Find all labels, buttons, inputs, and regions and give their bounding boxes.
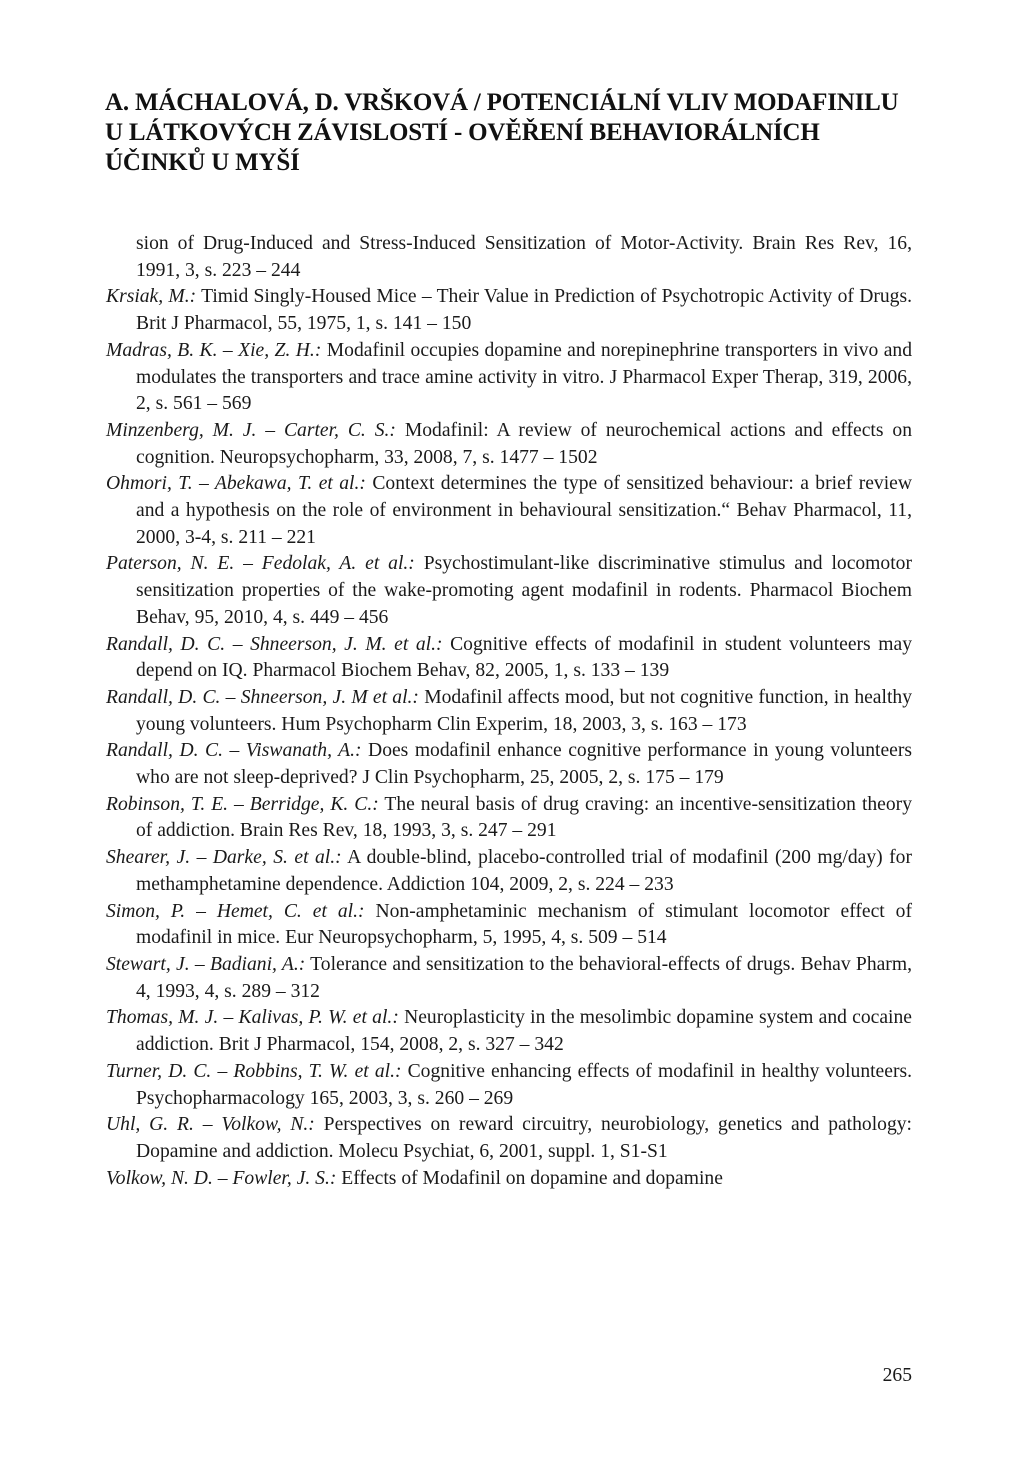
reference-authors: Madras, B. K. – Xie, Z. H.: [106,339,322,361]
reference-text: The neural basis of drug craving: an incentive-sensitization theory of addiction. Brain Res Rev, 18, 1993, 3, s. 247 – 291 [136,793,912,842]
reference-text: Neuroplasticity in the mesolimbic dopamine system and cocaine addiction. Brit J Pharmacol, 154, 2008, 2, s. 327 – 342 [136,1007,912,1056]
reference-authors: Simon, P. – Hemet, C. et al.: [106,900,365,922]
running-head [105,88,925,178]
reference-authors: Volkow, N. D. – Fowler, J. S.: [106,1167,337,1189]
reference-entry [106,792,912,845]
page-number: 265 [882,1365,912,1386]
reference-text: Psychostimulant-like discriminative stimulus and locomotor sensitization properties of the wake-promoting agent modafinil in rodents. Pharmacol Biochem Behav, 95, 2010, 4, s. 449 – 456 [136,553,912,628]
reference-text: sion of Drug-Induced and Stress-Induced Sensitization of Motor-Activity. Brain Res Rev, 16, 1991, 3, s. 223 – 244 [136,233,912,281]
reference-authors: Randall, D. C. – Shneerson, J. M. et al.: [106,633,443,655]
reference-text: Cognitive effects of modafinil in student volunteers may depend on IQ. Pharmacol Biochem Behav, 82, 2005, 1, s. 133 – 139 [136,633,912,682]
reference-text: Perspectives on reward circuitry, neurobiology, genetics and pathology: Dopamine and addiction. Molecu Psychiat, 6, 2001, suppl. 1, S1-S1 [136,1114,913,1162]
reference-entry [106,1005,912,1058]
reference-entry [106,1112,912,1165]
reference-authors: Robinson, T. E. – Berridge, K. C.: [106,793,379,815]
reference-entry [106,1166,912,1193]
reference-text: Effects of Modafinil on dopamine and dopamine [336,1167,723,1189]
running-head-line: ÚČINKŮ U MYŠÍ [105,149,300,176]
running-head-line: U LÁTKOVÝCH ZÁVISLOSTÍ - OVĚŘENÍ BEHAVIORÁLNÍCH [105,119,820,146]
reference-entry [106,952,912,1005]
reference-entry [106,551,912,631]
reference-authors: Randall, D. C. – Shneerson, J. M et al.: [106,686,419,708]
reference-entry [106,1059,912,1112]
reference-list [106,231,912,1192]
reference-authors: Ohmori, T. – Abekawa, T. et al.: [106,473,366,495]
reference-entry [106,471,912,551]
reference-entry [106,632,912,685]
reference-entry [106,284,912,337]
reference-text: Modafinil affects mood, but not cognitive function, in healthy young volunteers. Hum Psychopharm Clin Experim, 18, 2003, 3, s. 163 – 173 [136,686,912,735]
reference-authors: Shearer, J. – Darke, S. et al.: [106,847,342,869]
reference-entry [106,418,912,471]
reference-text: A double-blind, placebo-controlled trial of modafinil (200 mg/day) for methamphetamine dependence. Addiction 104, 2009, 2, s. 224 – 233 [136,847,912,895]
reference-entry [106,685,912,738]
reference-authors: Krsiak, M.: [106,286,197,308]
reference-text: Context determines the type of sensitized behaviour: a brief review and a hypothesis on the role of environment in behavioural sensitization.“ Behav Pharmacol, 11, 2000, 3-4, s. 211 – 221 [136,473,913,548]
reference-authors: Minzenberg, M. J. – Carter, C. S.: [106,419,396,441]
reference-text: Timid Singly-Housed Mice – Their Value in Prediction of Psychotropic Activity of Drugs. Brit J Pharmacol, 55, 1975, 1, s. 141 – 150 [136,286,912,335]
reference-entry [106,231,912,284]
reference-authors: Randall, D. C. – Viswanath, A.: [106,740,362,762]
reference-text: Modafinil occupies dopamine and norepinephrine transporters in vivo and modulates the transporters and trace amine activity in vitro. J Pharmacol Exper Therap, 319, 2006, 2, s. 561 – 569 [136,339,912,415]
reference-entry [106,338,912,418]
reference-authors: Paterson, N. E. – Fedolak, A. et al.: [106,553,415,575]
reference-authors: Uhl, G. R. – Volkow, N.: [106,1114,315,1136]
running-head-line: A. MÁCHALOVÁ, D. VRŠKOVÁ / POTENCIÁLNÍ VLIV MODAFINILU [105,89,899,116]
reference-authors: Stewart, J. – Badiani, A.: [106,953,306,975]
reference-text: Cognitive enhancing effects of modafinil in healthy volunteers. Psychopharmacology 165, 2003, 3, s. 260 – 269 [136,1060,912,1109]
reference-entry [106,899,912,952]
reference-authors: Thomas, M. J. – Kalivas, P. W. et al.: [106,1007,399,1029]
reference-text: Does modafinil enhance cognitive performance in young volunteers who are not sleep-deprived? J Clin Psychopharm, 25, 2005, 2, s. 175 – 179 [136,740,912,789]
reference-text: Tolerance and sensitization to the behavioral-effects of drugs. Behav Pharm, 4, 1993, 4, s. 289 – 312 [136,953,912,1002]
reference-text: Non-amphetaminic mechanism of stimulant locomotor effect of modafinil in mice. Eur Neuropsychopharm, 5, 1995, 4, s. 509 – 514 [136,900,913,949]
reference-authors: Turner, D. C. – Robbins, T. W. et al.: [106,1060,402,1082]
reference-text: Modafinil: A review of neurochemical actions and effects on cognition. Neuropsychopharm, 33, 2008, 7, s. 1477 – 1502 [136,419,912,468]
reference-entry [106,845,912,898]
reference-entry [106,738,912,791]
